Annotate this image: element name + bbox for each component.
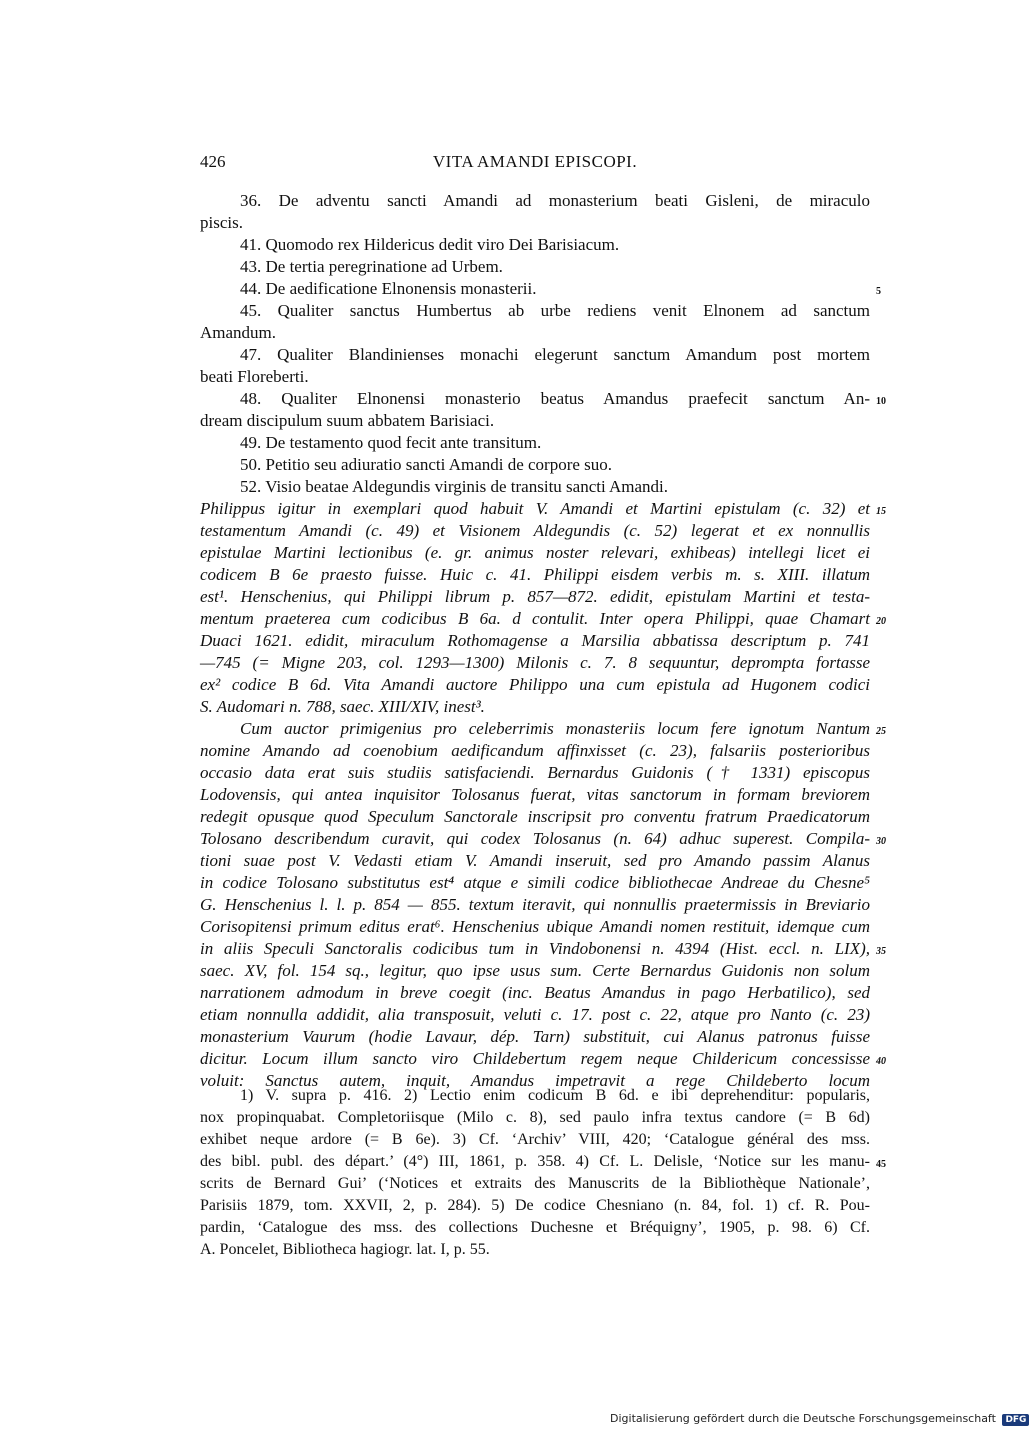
line-text: testamentum Amandi (c. 49) et Visionem Aldegundis (c. 52) legerat et ex nonnullis [200, 521, 870, 540]
line-text: 41. Quomodo rex Hildericus dedit viro Dei Barisiacum. [240, 235, 620, 254]
line-text: piscis. [200, 213, 243, 232]
paragraph-line [200, 784, 870, 806]
chapter-entry-line [200, 366, 870, 388]
line-text: mentum praeterea cum codicibus B 6a. d contulit. Inter opera Philippi, quae Chamart [200, 609, 870, 628]
line-text: saec. XV, fol. 154 sq., legitur, quo ipse usus sum. Certe Bernardus Guidonis non solum [200, 961, 870, 980]
chapter-entry-line [200, 300, 870, 322]
line-text: in aliis Speculi Sanctoralis codicibus tum in Vindobonensi n. 4394 (Hist. eccl. n. LIX), [200, 939, 870, 958]
paragraph-line [200, 982, 870, 1004]
line-text: etiam nonnulla addidit, alia transposuit, veluti c. 17. post c. 22, atque pro Nanto (c. 23) [200, 1005, 870, 1024]
line-number-marginal: 15 [876, 506, 886, 517]
paragraph-line [200, 1026, 870, 1048]
page-header [200, 152, 870, 178]
footnote-line [200, 1129, 870, 1151]
line-text: scrits de Bernard Gui’ (‘Notices et extraits des Manuscrits de la Bibliothèque Nationale’, [200, 1175, 870, 1192]
paragraph-line [200, 652, 870, 674]
paragraph-line [200, 674, 870, 696]
paragraph-line [200, 498, 886, 520]
chapter-entry-line [200, 278, 881, 300]
line-number-marginal: 45 [876, 1159, 886, 1170]
line-text: exhibet neque ardore (= B 6e). 3) Cf. ‘Archiv’ VIII, 420; ‘Catalogue général des mss. [200, 1131, 870, 1148]
paragraph-line [200, 916, 870, 938]
footnote-line [200, 1151, 886, 1173]
chapter-entry-line [200, 410, 870, 432]
line-text: Philippus igitur in exemplari quod habuit V. Amandi et Martini epistulam (c. 32) et [200, 499, 870, 518]
paragraph-line [200, 938, 886, 960]
main-text [200, 190, 886, 1092]
paragraph-line [200, 718, 886, 740]
line-text: Lodovensis, qui antea inquisitor Tolosanus fuerat, vitas sanctorum in formam breviorem [200, 785, 870, 804]
line-text: nox propinquabat. Completoriisque (Milo c. 8), sed paulo infra textus candore (= B 6d) [200, 1109, 870, 1126]
line-text: narrationem admodum in breve coegit (inc. Beatus Amandus in pago Herbatilico), sed [200, 983, 870, 1002]
line-text: Parisiis 1879, tom. XXVII, 2, p. 284). 5) De codice Chesniano (n. 84, fol. 1) cf. R. Pou- [200, 1197, 870, 1214]
chapter-entry-line [200, 212, 870, 234]
line-text: A. Poncelet, Bibliotheca hagiogr. lat. I, p. 55. [200, 1241, 490, 1258]
paragraph-line [200, 542, 870, 564]
chapter-entry-line [200, 454, 870, 476]
line-text: in codice Tolosano substitutus est⁴ atque e simili codice bibliothecae Andreae du Chesne⁵ [200, 873, 870, 892]
line-text: 45. Qualiter sanctus Humbertus ab urbe rediens venit Elnonem ad sanctum [240, 301, 870, 320]
page-number: 426 [200, 152, 226, 171]
paragraph-line [200, 520, 870, 542]
paragraph-line [200, 872, 870, 894]
paragraph-line [200, 894, 870, 916]
line-text: 50. Petitio seu adiuratio sancti Amandi de corpore suo. [240, 455, 613, 474]
line-text: est¹. Henschenius, qui Philippi librum p. 857—872. edidit, epistulam Martini et testa- [200, 587, 870, 606]
line-text: 48. Qualiter Elnonensi monasterio beatus Amandus praefecit sanctum An- [240, 389, 870, 408]
credit-text: Digitalisierung gefördert durch die Deutsche Forschungsgemeinschaft [610, 1412, 996, 1425]
line-text: tioni suae post V. Vedasti etiam V. Amandi inseruit, sed pro Amando passim Alanus [200, 851, 870, 870]
footnote-line [200, 1107, 870, 1129]
paragraph-line [200, 828, 886, 850]
line-text: S. Audomari n. 788, saec. XIII/XIV, inest³. [200, 697, 485, 716]
running-title: VITA AMANDI EPISCOPI. [432, 152, 638, 171]
line-text: —745 (= Migne 203, col. 1293—1300) Milonis c. 7. 8 sequuntur, deprompta fortasse [200, 653, 870, 672]
line-number-marginal: 5 [876, 286, 881, 297]
paragraph-line [200, 564, 870, 586]
line-number-marginal: 25 [876, 726, 886, 737]
line-text: dream discipulum suum abbatem Barisiaci. [200, 411, 495, 430]
line-text: nomine Amando ad coenobium aedificandum affinxisset (c. 23), falsariis posterioribus [200, 741, 870, 760]
paragraph-line [200, 586, 870, 608]
line-text: beati Floreberti. [200, 367, 309, 386]
footnote-line [200, 1195, 870, 1217]
chapter-entry-line [200, 234, 870, 256]
line-text: 47. Qualiter Blandinienses monachi elegerunt sanctum Amandum post mortem [240, 345, 870, 364]
footnote-line [200, 1085, 870, 1107]
line-text: 49. De testamento quod fecit ante transitum. [240, 433, 542, 452]
line-text: des bibl. publ. des départ.’ (4°) III, 1861, p. 358. 4) Cf. L. Delisle, ‘Notice sur les manu- [200, 1153, 870, 1170]
line-text: 52. Visio beatae Aldegundis virginis de transitu sancti Amandi. [240, 477, 669, 496]
line-text: dicitur. Locum illum sancto viro Childebertum regem neque Childericum concessisse [200, 1049, 870, 1068]
line-number-marginal: 20 [876, 616, 886, 627]
line-text: pardin, ‘Catalogue des mss. des collections Duchesne et Bréquigny’, 1905, p. 98. 6) Cf. [200, 1219, 870, 1236]
line-text: redegit opusque quod Speculum Sanctorale inscripsit pro conventu fratrum Praedicatorum [200, 807, 870, 826]
line-text: voluit: Sanctus autem, inquit, Amandus impetravit a rege Childeberto locum [200, 1071, 870, 1090]
paragraph-line [200, 960, 870, 982]
chapter-entry-line [200, 432, 870, 454]
paragraph-line [200, 850, 870, 872]
line-text: Tolosano describendum curavit, qui codex Tolosanus (n. 64) adhuc superest. Compila- [200, 829, 870, 848]
chapter-entry-line [200, 256, 870, 278]
chapter-entry-line [200, 476, 870, 498]
line-text: Corisopitensi primum editus erat⁶. Henschenius ubique Amandi nomen restituit, idemque cum [200, 917, 870, 936]
paragraph-line [200, 630, 870, 652]
line-text: G. Henschenius l. l. p. 854 — 855. textum iteravit, qui nonnullis praetermissis in Breviario [200, 895, 870, 914]
paragraph-line [200, 608, 886, 630]
line-text: occasio data erat suis studiis satisfaciendi. Bernardus Guidonis († 1331) episcopus [200, 763, 870, 782]
paragraph-line [200, 740, 870, 762]
line-number-marginal: 40 [876, 1056, 886, 1067]
line-text: 43. De tertia peregrinatione ad Urbem. [240, 257, 503, 276]
chapter-entry-line [200, 190, 870, 212]
footnote-line [200, 1239, 870, 1261]
line-text: Duaci 1621. edidit, miraculum Rothomagense a Marsilia abbatissa descriptum p. 741 [200, 631, 870, 650]
line-text: monasterium Vaurum (hodie Lavaur, dép. Tarn) substituit, cui Alanus patronus fuisse [200, 1027, 870, 1046]
line-text: Cum auctor primigenius pro celeberrimis monasteriis locum fere ignotum Nantum [240, 719, 870, 738]
line-number-marginal: 30 [876, 836, 886, 847]
line-text: Amandum. [200, 323, 277, 342]
line-text: ex² codice B 6d. Vita Amandi auctore Philippo una cum epistula ad Hugonem codici [200, 675, 870, 694]
paragraph-line [200, 806, 870, 828]
line-text: epistulae Martini lectionibus (e. gr. animus noster relevari, exhibeas) intellegi licet ei [200, 543, 870, 562]
line-number-marginal: 10 [876, 396, 886, 407]
line-text: 36. De adventu sancti Amandi ad monasterium beati Gisleni, de miraculo [240, 191, 870, 210]
chapter-entry-line [200, 344, 870, 366]
dfg-logo: DFG [1002, 1414, 1029, 1426]
paragraph-line [200, 1048, 886, 1070]
line-text: codicem B 6e praesto fuisse. Huic c. 41. Philippi eisdem verbis m. s. XIII. illatum [200, 565, 870, 584]
line-text: 1) V. supra p. 416. 2) Lectio enim codicum B 6d. e ibi deprehenditur: popularis, [240, 1087, 870, 1104]
paragraph-line [200, 1004, 870, 1026]
line-number-marginal: 35 [876, 946, 886, 957]
footnote-line [200, 1173, 870, 1195]
paragraph-line [200, 696, 870, 718]
paragraph-line [200, 762, 870, 784]
chapter-entry-line [200, 388, 886, 410]
line-text: 44. De aedificatione Elnonensis monasterii. [240, 279, 537, 298]
footnotes [200, 1085, 886, 1261]
footnote-line [200, 1217, 870, 1239]
chapter-entry-line [200, 322, 870, 344]
digitization-credit [610, 1412, 1029, 1426]
